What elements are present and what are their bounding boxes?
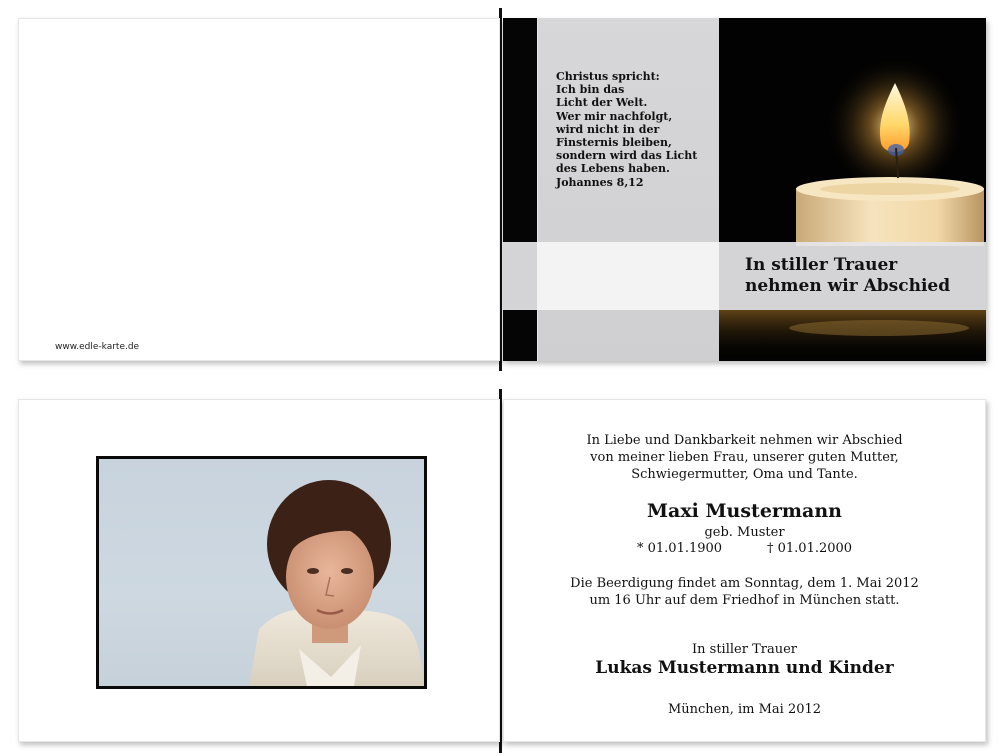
quote-source: Johannes 8,12	[556, 175, 644, 189]
photo-frame	[96, 456, 427, 689]
death-date: † 01.01.2000	[767, 541, 853, 556]
place-date: München, im Mai 2012	[667, 702, 822, 717]
headline-band-highlight	[537, 242, 719, 310]
headline-line: In stiller Trauer	[745, 255, 898, 275]
front-headline	[745, 255, 950, 297]
funeral-line: Die Beerdigung findet am Sonntag, dem 1. Mai 2012	[570, 576, 919, 591]
inside-right-panel	[503, 399, 986, 742]
quote-line: Wer mir nachfolgt,	[556, 109, 673, 123]
quote-line: Finsternis bleiben,	[556, 136, 672, 150]
inside-left-panel	[18, 399, 500, 742]
mourning-label: In stiller Trauer	[692, 642, 797, 657]
portrait-photo	[99, 459, 424, 686]
intro-line: In Liebe und Dankbarkeit nehmen wir Abschied	[586, 433, 903, 448]
bible-quote	[556, 70, 697, 189]
maiden-name: geb. Muster	[704, 525, 785, 540]
funeral-line: um 16 Uhr auf dem Friedhof in München statt.	[589, 593, 900, 608]
intro-text	[504, 432, 985, 483]
funeral-info	[504, 575, 985, 609]
intro-line: Schwiegermutter, Oma und Tante.	[631, 467, 858, 482]
quote-line: wird nicht in der	[556, 122, 660, 136]
quote-line: des Lebens haben.	[556, 162, 670, 176]
quote-line: Licht der Welt.	[556, 96, 648, 110]
quote-line: sondern wird das Licht	[556, 149, 698, 163]
deceased-name: Maxi Mustermann	[647, 500, 842, 522]
birth-date: * 01.01.1900	[637, 541, 723, 556]
intro-line: von meiner lieben Frau, unserer guten Mutter,	[590, 450, 899, 465]
mourners: Lukas Mustermann und Kinder	[595, 658, 894, 678]
website-url: www.edle-karte.de	[55, 342, 140, 352]
card-front-panel	[503, 18, 986, 361]
headline-line: nehmen wir Abschied	[745, 276, 951, 296]
portrait-illustration	[99, 459, 424, 686]
quote-line: Ich bin das	[556, 83, 625, 97]
card-back-panel	[18, 18, 500, 361]
quote-line: Christus spricht:	[556, 70, 660, 83]
